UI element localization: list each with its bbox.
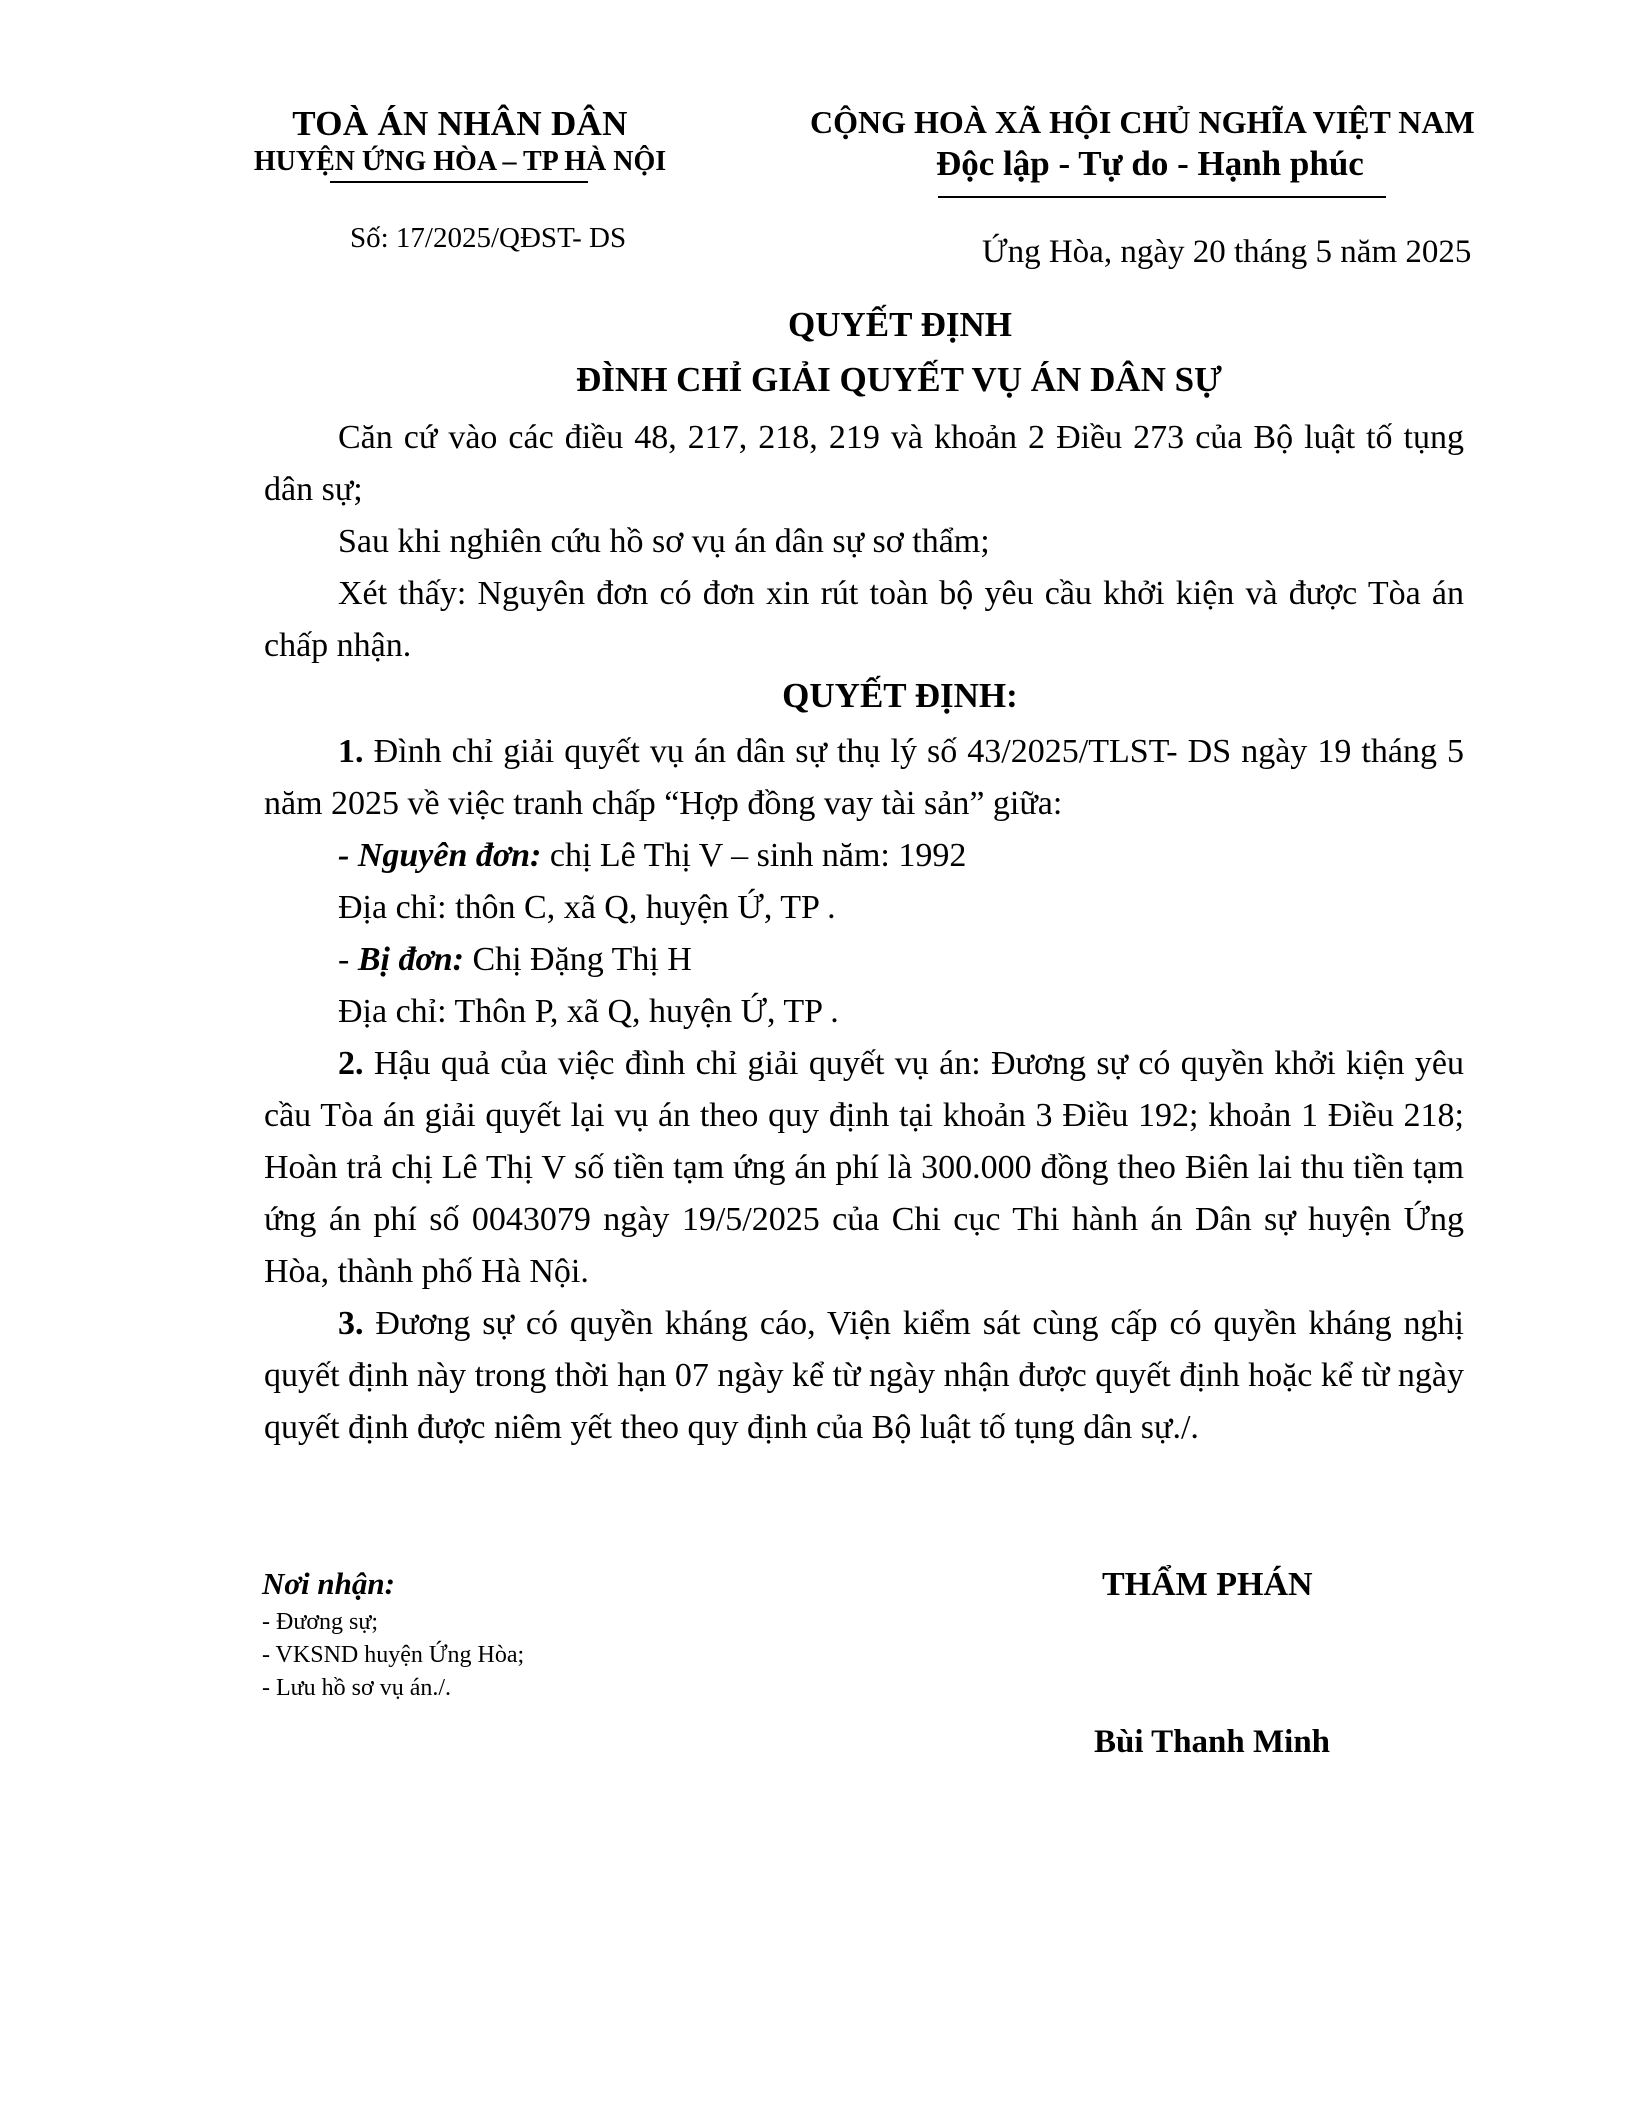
item-text: Đình chỉ giải quyết vụ án dân sự thụ lý số 43/2025/TLST- DS ngày 19 tháng 5 năm 2025 về việc tranh chấp “Hợp đồng vay tài sản” giữa: xyxy=(264,733,1465,822)
document-title: QUYẾT ĐỊNH xyxy=(788,305,1012,344)
list-item: - Đương sự; xyxy=(262,1609,379,1635)
decision-item-3 xyxy=(264,1298,1464,1454)
item-number: 2. xyxy=(338,1045,364,1082)
plaintiff-address: Địa chỉ: thôn C, xã Q, huyện Ứ, TP . xyxy=(338,889,836,926)
recipients-list xyxy=(262,1606,524,1705)
item-text: Đương sự có quyền kháng cáo, Viện kiểm sát cùng cấp có quyền kháng nghị quyết định này trong thời hạn 07 ngày kể từ ngày nhận được quyết định hoặc kể từ ngày quyết định được niêm yết theo quy định của Bộ luật tố tụng dân sự./. xyxy=(264,1305,1464,1446)
plaintiff-label: - Nguyên đơn: xyxy=(338,837,542,874)
court-name: TOÀ ÁN NHÂN DÂN xyxy=(292,104,628,143)
defendant-value: Chị Đặng Thị H xyxy=(463,941,692,978)
preamble-legal-basis: Căn cứ vào các điều 48, 217, 218, 219 và khoản 2 Điều 273 của Bộ luật tố tụng dân sự; xyxy=(264,419,1464,508)
preamble-consideration: Xét thấy: Nguyên đơn có đơn xin rút toàn bộ yêu cầu khởi kiện và được Tòa án chấp nhận. xyxy=(264,575,1464,664)
plaintiff-line xyxy=(338,830,966,882)
place-and-date: Ứng Hòa, ngày 20 tháng 5 năm 2025 xyxy=(982,234,1472,270)
decision-heading: QUYẾT ĐỊNH: xyxy=(782,676,1018,715)
list-item: - Lưu hồ sơ vụ án./. xyxy=(262,1675,452,1701)
plaintiff-value: chị Lê Thị V – sinh năm: 1992 xyxy=(541,837,967,874)
recipients-title: Nơi nhận: xyxy=(262,1566,395,1601)
item-text: Hậu quả của việc đình chỉ giải quyết vụ án: Đương sự có quyền khởi kiện yêu cầu Tòa án giải quyết lại vụ án theo quy định tại khoản 3 Điều 192; khoản 1 Điều 218; Hoàn trả chị Lê Thị V số tiền tạm ứng án phí là 300.000 đồng theo Biên lai thu tiền tạm ứng án phí số 0043079 ngày 19/5/2025 của Chi cục Thi hành án Dân sự huyện Ứng Hòa, thành phố Hà Nội. xyxy=(264,1045,1464,1290)
court-district: HUYỆN ỨNG HÒA – TP HÀ NỘI xyxy=(253,146,667,177)
preamble-research: Sau khi nghiên cứu hồ sơ vụ án dân sự sơ thẩm; xyxy=(338,523,990,560)
document-subtitle: ĐÌNH CHỈ GIẢI QUYẾT VỤ ÁN DÂN SỰ xyxy=(576,360,1222,399)
motto-underline-divider xyxy=(938,196,1386,198)
defendant-line xyxy=(338,934,692,986)
judge-name: Bùi Thanh Minh xyxy=(1094,1724,1331,1760)
item-number: 1. xyxy=(338,733,364,770)
decision-item-2 xyxy=(264,1038,1464,1298)
defendant-address: Địa chỉ: Thôn P, xã Q, huyện Ứ, TP . xyxy=(338,993,839,1030)
defendant-dash: - xyxy=(338,941,358,978)
item-number: 3. xyxy=(338,1305,364,1342)
defendant-label: Bị đơn: xyxy=(357,941,464,978)
list-item: - VKSND huyện Ứng Hòa; xyxy=(262,1642,525,1668)
court-underline-divider xyxy=(330,181,588,183)
national-title: CỘNG HOÀ XÃ HỘI CHỦ NGHĨA VIỆT NAM xyxy=(810,104,1475,140)
judge-title: THẨM PHÁN xyxy=(1102,1566,1313,1603)
decision-item-1 xyxy=(264,726,1464,830)
national-motto: Độc lập - Tự do - Hạnh phúc xyxy=(936,144,1364,183)
document-number: Số: 17/2025/QĐST- DS xyxy=(350,222,627,254)
